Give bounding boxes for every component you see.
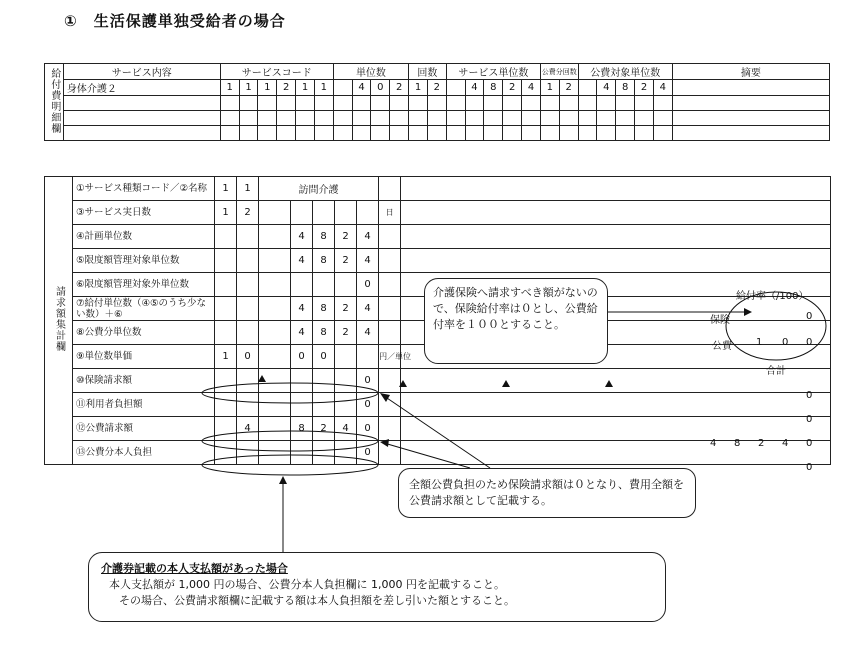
public-rate-digit: 1 bbox=[756, 337, 763, 348]
page-title: ① 生活保護単独受給者の場合 bbox=[64, 12, 286, 30]
insurance-label: 保険 bbox=[710, 315, 730, 326]
billing-c-digit: 0 bbox=[291, 345, 313, 369]
header-code: サービスコード bbox=[220, 64, 333, 80]
code-digit: 1 bbox=[239, 80, 258, 96]
voucher-note-line2: その場合、公費請求額欄に記載する額は本人負担額を差し引いた額とすること。 bbox=[119, 594, 515, 607]
public-rate-digit: 0 bbox=[782, 337, 789, 348]
r12-right-digit: 2 bbox=[758, 438, 765, 449]
code-digit: 2 bbox=[277, 80, 296, 96]
billing-row-label: ⑧公費分単位数 bbox=[73, 321, 215, 345]
billing-c-digit: 4 bbox=[335, 417, 357, 441]
billing-a-digit: 1 bbox=[237, 177, 259, 201]
billing-c-digit: 4 bbox=[291, 321, 313, 345]
public-units-digit: 8 bbox=[616, 80, 635, 96]
header-service: サービス内容 bbox=[63, 64, 220, 80]
billing-row-label: ①サービス種類コード／②名称 bbox=[73, 177, 215, 201]
billing-c-digit: 0 bbox=[313, 345, 335, 369]
service-content: 身体介護２ bbox=[63, 80, 220, 96]
billing-row-label: ⑦給付単位数（④⑤のうち少ない数）＋⑥ bbox=[73, 297, 215, 321]
service-units-digit: 2 bbox=[503, 80, 522, 96]
billing-c-digit: 8 bbox=[313, 321, 335, 345]
r10-right-value: 0 bbox=[806, 390, 813, 401]
voucher-note bbox=[88, 552, 666, 622]
unit-digit: 4 bbox=[352, 80, 371, 96]
billing-c-digit: 4 bbox=[291, 297, 313, 321]
total-label: 合計 bbox=[766, 366, 786, 377]
voucher-note-line1: 本人支払額が 1,000 円の場合、公費分本人負担欄に 1,000 円を記載すること。 bbox=[109, 578, 505, 591]
public-count-digit: 2 bbox=[559, 80, 578, 96]
public-label: 公費 bbox=[712, 341, 732, 352]
public-units-digit: 4 bbox=[597, 80, 616, 96]
billing-c-digit: 2 bbox=[335, 321, 357, 345]
billing-c-digit: 2 bbox=[335, 249, 357, 273]
billing-a-digit: 2 bbox=[237, 201, 259, 225]
public-units-digit: 2 bbox=[635, 80, 654, 96]
service-units-digit: 8 bbox=[484, 80, 503, 96]
r12-right-digit: 4 bbox=[782, 438, 789, 449]
ellipse-public-self-pay bbox=[202, 455, 378, 475]
billing-c-digit: 0 bbox=[357, 393, 379, 417]
full-public-note: 全額公費負担のため保険請求額は０となり、費用全額を公費請求額として記載する。 bbox=[398, 468, 696, 518]
code-digit: 1 bbox=[296, 80, 315, 96]
arrow-to-insurance-icon bbox=[380, 393, 390, 402]
voucher-note-title: 介護券記載の本人支払額があった場合 bbox=[101, 562, 288, 575]
header-public-units: 公費対象単位数 bbox=[578, 64, 672, 80]
insurance-rate-digit: 0 bbox=[806, 311, 813, 322]
billing-c-digit: 2 bbox=[335, 297, 357, 321]
header-service-units: サービス単位数 bbox=[446, 64, 540, 80]
r12-right-digit: 0 bbox=[806, 438, 813, 449]
service-units-digit: 4 bbox=[522, 80, 541, 96]
public-count-digit: 1 bbox=[540, 80, 559, 96]
r12-right-digit: 8 bbox=[734, 438, 741, 449]
billing-row-label: ③サービス実日数 bbox=[73, 201, 215, 225]
public-units-digit: 4 bbox=[653, 80, 672, 96]
count-digit: 2 bbox=[427, 80, 446, 96]
billing-a-digit: 1 bbox=[215, 345, 237, 369]
service-units-digit: 4 bbox=[465, 80, 484, 96]
billing-a-digit: 1 bbox=[215, 201, 237, 225]
arrow-to-rate-icon bbox=[744, 308, 752, 316]
rate-label: 給付率（/100） bbox=[736, 291, 809, 302]
header-count: 回数 bbox=[409, 64, 447, 80]
billing-row-label: ⑫公費請求額 bbox=[73, 417, 215, 441]
billing-a-digit: 1 bbox=[215, 177, 237, 201]
billing-c-digit: 4 bbox=[357, 225, 379, 249]
billing-c-digit: 8 bbox=[313, 225, 335, 249]
billing-row-label: ⑩保険請求額 bbox=[73, 369, 215, 393]
billing-row-label: ④計画単位数 bbox=[73, 225, 215, 249]
header-public-count: 公費分回数 bbox=[540, 64, 578, 80]
arrow-to-public-icon bbox=[380, 439, 389, 447]
code-digit: 1 bbox=[220, 80, 239, 96]
billing-side-label: 請求額集計欄 bbox=[45, 177, 73, 465]
billing-a-digit: 0 bbox=[237, 345, 259, 369]
code-digit: 1 bbox=[258, 80, 277, 96]
billing-row-label: ⑤限度額管理対象単位数 bbox=[73, 249, 215, 273]
ellipse-insurance-claim bbox=[202, 383, 378, 403]
billing-c-digit: 8 bbox=[313, 297, 335, 321]
unit-digit: 2 bbox=[390, 80, 409, 96]
billing-c-digit: 0 bbox=[357, 273, 379, 297]
billing-tail-unit: 円／単位 bbox=[379, 345, 401, 369]
billing-c-digit: 2 bbox=[335, 225, 357, 249]
billing-c-digit: 4 bbox=[291, 249, 313, 273]
billing-c-digit: 4 bbox=[291, 225, 313, 249]
detail-side-label: 給付費明細欄 bbox=[45, 64, 64, 141]
ellipse-rate bbox=[726, 292, 826, 360]
billing-row-label: ⑪利用者負担額 bbox=[73, 393, 215, 417]
r11-right-value: 0 bbox=[806, 414, 813, 425]
ellipse-public-claim bbox=[202, 431, 378, 451]
public-rate-digit: 0 bbox=[806, 337, 813, 348]
billing-c-digit: 0 bbox=[357, 369, 379, 393]
billing-row-label: ⑬公費分本人負担 bbox=[73, 441, 215, 465]
rate-note: 介護保険へ請求すべき額がないので、保険給付率は０とし、公費給付率を１００とすること。 bbox=[424, 278, 608, 364]
billing-c-digit: 4 bbox=[357, 297, 379, 321]
code-digit: 1 bbox=[314, 80, 333, 96]
unit-digit: 0 bbox=[371, 80, 390, 96]
header-unit: 単位数 bbox=[333, 64, 408, 80]
billing-service-name: 訪問介護 bbox=[259, 177, 379, 201]
billing-c-digit: 4 bbox=[357, 249, 379, 273]
billing-c-digit: 8 bbox=[313, 249, 335, 273]
arrow-to-self-pay-icon bbox=[279, 476, 287, 484]
count-digit: 1 bbox=[409, 80, 428, 96]
billing-row-label: ⑨単位数単価 bbox=[73, 345, 215, 369]
billing-c-digit: 2 bbox=[313, 417, 335, 441]
billing-c-digit: 8 bbox=[291, 417, 313, 441]
r13-right-value: 0 bbox=[806, 462, 813, 473]
header-summary: 摘要 bbox=[672, 64, 829, 80]
billing-c-digit: 4 bbox=[357, 321, 379, 345]
billing-c-digit: 0 bbox=[357, 441, 379, 465]
billing-a-digit: 4 bbox=[237, 417, 259, 441]
billing-tail-unit: 日 bbox=[379, 201, 401, 225]
billing-row-label: ⑥限度額管理対象外単位数 bbox=[73, 273, 215, 297]
r12-right-digit: 4 bbox=[710, 438, 717, 449]
billing-c-digit: 0 bbox=[357, 417, 379, 441]
